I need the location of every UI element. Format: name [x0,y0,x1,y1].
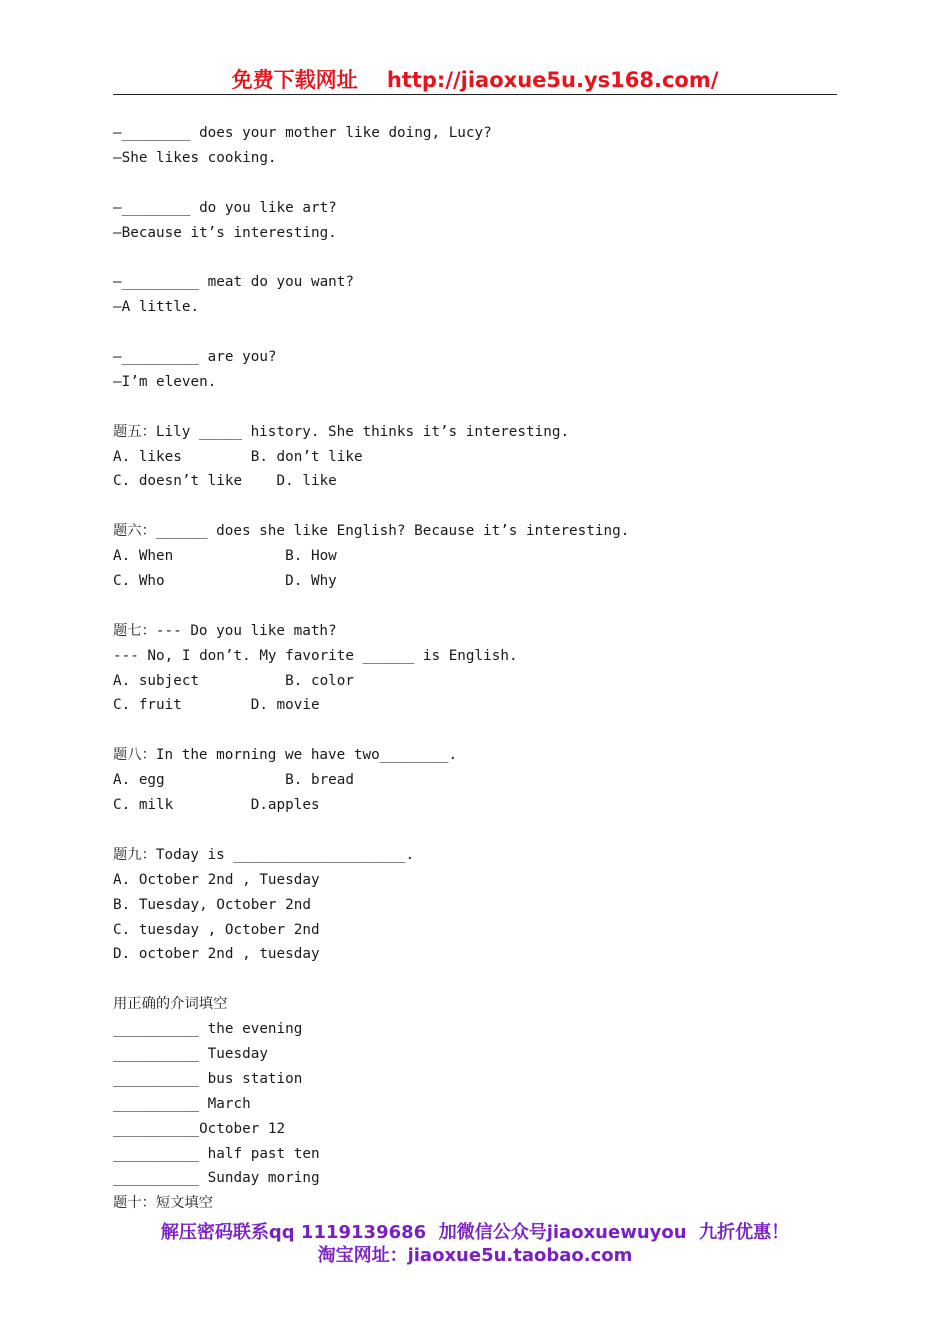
question-9: 题九：Today is ____________________. [113,846,415,863]
blank-line [113,718,837,743]
fill-blank-item: __________October 12 [113,1120,286,1137]
fill-blank-item: __________ bus station [113,1070,303,1087]
text-line: —________ do you like art? [113,199,337,216]
question-7-options: C. fruit D. movie [113,697,320,714]
footer-shop-link: 淘宝网址：jiaoxue5u.taobao.com [317,1245,633,1266]
blank-line [113,171,837,196]
blank-line [113,245,837,270]
fill-blank-item: __________ Sunday moring [113,1170,320,1187]
blank-line [113,494,837,519]
question-7: 题七：--- Do you like math? [113,622,337,639]
question-8-options: C. milk D.apples [113,797,320,814]
question-5: 题五：Lily _____ history. She thinks it’s interesting. [113,423,570,440]
document-body [113,121,837,1216]
fill-blank-item: __________ Tuesday [113,1045,268,1062]
text-line: —I’m eleven. [113,373,217,390]
text-line: —_________ meat do you want? [113,274,355,291]
question-6-options: C. Who D. Why [113,573,337,590]
footer-contact: 解压密码联系qq 1119139686 加微信公众号jiaoxuewuyou 九折优惠！ [160,1222,790,1243]
question-8-options: A. egg B. bread [113,772,355,789]
text-line: —_________ are you? [113,349,277,366]
blank-line [113,395,837,420]
question-6: 题六：______ does she like English? Because it’s interesting. [113,523,630,540]
question-7-options: A. subject B. color [113,672,355,689]
section-heading: 用正确的介词填空 [113,996,228,1013]
question-5-options: C. doesn’t like D. like [113,473,337,490]
blank-line [113,594,837,619]
question-7-text: --- No, I don’t. My favorite ______ is English. [113,647,518,664]
blank-line [113,818,837,843]
blank-line [113,967,837,992]
question-9-option-c: C. tuesday , October 2nd [113,921,320,938]
text-line: —Because it’s interesting. [113,224,337,241]
header-divider [113,94,837,95]
question-9-option-a: A. October 2nd , Tuesday [113,871,320,888]
question-9-option-d: D. october 2nd , tuesday [113,946,320,963]
header-title: 免费下载网址 http://jiaoxue5u.ys168.com/ [231,68,719,92]
text-line: —A little. [113,299,200,316]
question-10: 题十：短文填空 [113,1195,214,1212]
text-line: —________ does your mother like doing, Lucy? [113,125,492,141]
fill-blank-item: __________ half past ten [113,1145,320,1162]
blank-line [113,320,837,345]
fill-blank-item: __________ the evening [113,1021,303,1038]
question-5-options: A. likes B. don’t like [113,448,363,465]
question-8: 题八：In the morning we have two________. [113,747,458,764]
text-line: —She likes cooking. [113,149,277,166]
fill-blank-item: __________ March [113,1095,251,1112]
question-6-options: A. When B. How [113,548,337,565]
question-9-option-b: B. Tuesday, October 2nd [113,896,311,913]
